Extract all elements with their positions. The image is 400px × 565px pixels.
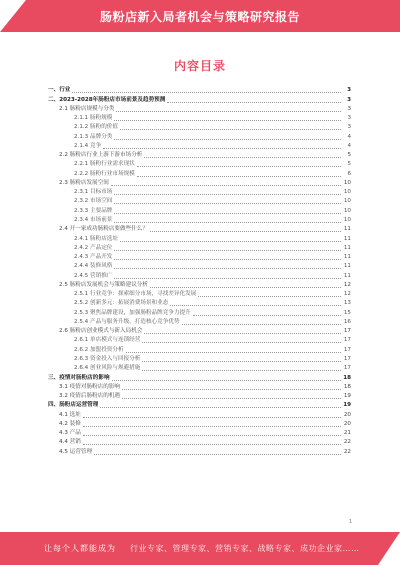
toc-entry[interactable] [48,132,351,141]
toc-entry-page: 11 [343,235,351,242]
toc-entry-title: 3.1 疫情对肠粉店的影响 [59,383,121,390]
toc-entry[interactable] [48,123,351,132]
toc-leader-dots [114,258,341,260]
toc-leader-dots [72,91,341,93]
toc-entry[interactable] [48,318,351,327]
toc-leader-dots [122,388,341,390]
toc-entry-title: 2.6.4 创业风险与规避措施 [74,365,141,372]
toc-entry[interactable] [48,336,351,345]
toc-entry-page: 21 [343,430,351,437]
toc-entry[interactable] [48,281,351,290]
toc-entry-page: 11 [343,244,351,251]
toc-entry[interactable] [48,438,351,447]
toc-entry-title: 2.1 肠粉店规模与分类 [59,105,115,112]
toc-entry[interactable] [48,253,351,262]
toc-heading: 内容目录 [173,59,226,73]
footer-bar [0,532,400,565]
toc-entry[interactable] [48,290,351,299]
toc-entry[interactable] [48,429,351,438]
toc-entry-page: 19 [343,393,351,400]
toc-leader-dots [142,341,341,343]
toc-leader-dots [114,277,341,279]
toc-entry-title: 2.5.1 行业竞争：探索细分市场，寻找差异化发展 [74,291,197,298]
toc-entry-page: 4 [347,142,351,149]
toc-entry-page: 17 [343,365,351,372]
toc-entry[interactable] [48,151,351,160]
toc-leader-dots [120,240,341,242]
toc-leader-dots [193,314,341,316]
toc-leader-dots [116,110,341,112]
toc-leader-dots [144,156,341,158]
toc-entry-page: 15 [343,309,351,316]
footer-slogan-left: 让每个人都能成为 [44,544,116,553]
toc-entry-page: 20 [343,420,351,427]
toc-entry-page: 6 [347,170,351,177]
toc-entry[interactable] [48,271,351,280]
toc-leader-dots [182,323,341,325]
toc-leader-dots [111,184,341,186]
toc-entry[interactable] [48,225,351,234]
toc-entry-title: 2.5 肠粉店发展机会与策略建议分析 [59,281,148,288]
report-title: 肠粉店新入局者机会与策略研究报告 [99,10,300,24]
toc-entry-page: 11 [343,254,351,261]
page-number: 1 [348,519,352,525]
toc-entry[interactable] [48,86,351,95]
toc-entry[interactable] [48,169,351,178]
toc-leader-dots [100,406,341,408]
toc-entry-title: 3.2 疫情后肠粉店的机遇 [59,393,121,400]
toc-entry-title: 三、疫情对肠粉店的影响 [48,374,110,381]
toc-entry-page: 4 [347,133,351,140]
toc-leader-dots [114,267,341,269]
toc-entry[interactable] [48,114,351,123]
toc-entry-page: 17 [343,328,351,335]
toc-entry-page: 10 [343,207,351,214]
toc-leader-dots [137,165,341,167]
toc-entry[interactable] [48,206,351,215]
toc-entry[interactable] [48,345,351,354]
toc-leader-dots [83,425,341,427]
toc-leader-dots [114,221,341,223]
toc-leader-dots [112,379,341,381]
toc-entry[interactable] [48,95,351,104]
toc-entry-page: 3 [347,87,351,94]
toc-entry-title: 2.6.2 加盟投资分析 [74,346,124,353]
toc-entry-page: 10 [343,216,351,223]
toc-entry-title: 2.5.3 聚焦品牌建设，加强肠粉品牌竞争力提升 [74,309,191,316]
toc-entry-title: 2.6.1 单店模式与连锁经营 [74,337,141,344]
toc-entry[interactable] [48,355,351,364]
toc-entry-page: 20 [343,411,351,418]
toc-entry-title: 2.4.4 装修风格 [74,263,113,270]
toc-leader-dots [122,397,341,399]
toc-entry[interactable] [48,216,351,225]
toc-leader-dots [170,304,341,306]
toc-entry-page: 10 [343,179,351,186]
toc-leader-dots [142,360,341,362]
toc-leader-dots [114,119,341,121]
toc-leader-dots [103,147,341,149]
toc-entry[interactable] [48,392,351,401]
toc-entry[interactable] [48,234,351,243]
toc-leader-dots [83,443,341,445]
toc-entry-title: 2.6 肠粉店创业模式与新入局机会 [59,328,143,335]
toc-entry-page: 10 [343,189,351,196]
toc-entry-page: 3 [347,115,351,122]
toc-leader-dots [114,249,341,251]
toc-entry-title: 4.5 运营管理 [59,448,93,455]
toc-entry-title: 2.2.2 肠粉行业市场规模 [74,170,135,177]
toc-entry-page: 11 [343,263,351,270]
toc-entry-title: 2.3.2 市场空间 [74,198,113,205]
toc-entry-title: 2.3.4 市场前景 [74,216,113,223]
toc-entry[interactable] [48,142,351,151]
toc-entry-title: 2.3.1 目标市场 [74,189,113,196]
toc-entry[interactable] [48,327,351,336]
toc-leader-dots [114,193,341,195]
toc-leader-dots [114,212,341,214]
toc-entry-page: 10 [343,198,351,205]
toc-entry-page: 11 [343,272,351,279]
toc-entry[interactable] [48,373,351,382]
toc-entry[interactable] [48,383,351,392]
header-bar [0,0,400,32]
toc-entry-page: 3 [347,105,351,112]
toc-entry-page: 17 [343,346,351,353]
toc-entry[interactable] [48,188,351,197]
toc-leader-dots [150,230,341,232]
toc-leader-dots [144,332,341,334]
toc-entry-title: 一、行业 [48,87,71,94]
toc-entry[interactable] [48,179,351,188]
toc-leader-dots [94,453,341,455]
toc-entry-title: 2.4.5 营销推广 [74,272,113,279]
toc-entry-title: 2.4.2 产品定位 [74,244,113,251]
toc-entry-title: 2.1.3 品牌分类 [74,133,113,140]
toc-leader-dots [198,295,341,297]
toc-entry-title: 4.3 产品 [59,430,81,437]
toc-entry-page: 13 [343,300,351,307]
toc-entry-page: 3 [347,96,351,103]
toc-entry-title: 2.5.4 产品与服务升级，打造核心竞争优势 [74,318,180,325]
toc-entry-page: 5 [347,161,351,168]
toc-entry-page: 11 [343,226,351,233]
table-of-contents [48,86,351,457]
toc-leader-dots [114,202,341,204]
toc-entry[interactable] [48,262,351,271]
toc-entry-page: 3 [347,124,351,131]
toc-entry-title: 2.1.1 肠粉规模 [74,115,113,122]
toc-entry-page: 17 [343,337,351,344]
toc-entry-page: 22 [343,439,351,446]
toc-entry-page: 19 [343,402,351,409]
toc-entry-title: 4.2 装修 [59,420,81,427]
toc-entry-page: 22 [343,448,351,455]
toc-leader-dots [126,351,341,353]
footer-slogan-right: 行业专家、管理专家、营销专家、战略专家、成功企业家…… [130,544,360,553]
toc-entry[interactable] [48,401,351,410]
toc-entry-page: 12 [343,281,351,288]
toc-entry-page: 16 [343,318,351,325]
toc-entry[interactable] [48,105,351,114]
toc-entry-title: 2.1.2 肠粉的价值 [74,124,118,131]
toc-entry-title: 4.4 营销 [59,439,81,446]
toc-entry-title: 2.6.3 资金投入与回报分析 [74,355,141,362]
toc-leader-dots [142,369,341,371]
toc-entry-page: 12 [343,291,351,298]
toc-entry-title: 2.4.3 产品开发 [74,254,113,261]
footer-corner-decoration [378,532,400,565]
toc-entry-title: 2.4.1 肠粉店选址 [74,235,118,242]
toc-entry-title: 二、2023-2028年肠粉店市场前景及趋势预测 [48,96,166,103]
toc-entry-title: 2.2.1 肠粉行业需求现状 [74,161,135,168]
toc-leader-dots [83,434,341,436]
toc-leader-dots [83,416,341,418]
toc-leader-dots [150,286,341,288]
toc-entry-title: 2.4 开一家成功肠粉店要做些什么？ [59,226,148,233]
toc-entry[interactable] [48,364,351,373]
toc-leader-dots [114,138,341,140]
toc-leader-dots [167,101,341,103]
toc-entry[interactable] [48,299,351,308]
toc-entry-title: 2.2 肠粉店行业上游下游市场分析 [59,152,143,159]
toc-leader-dots [120,128,341,130]
toc-entry-page: 17 [343,355,351,362]
toc-entry-page: 5 [347,152,351,159]
toc-entry-title: 2.1.4 竞争 [74,142,102,149]
toc-entry-page: 18 [343,374,351,381]
toc-entry-title: 四、肠粉店运营管理 [48,402,99,409]
toc-entry-title: 4.1 选址 [59,411,81,418]
toc-entry-page: 18 [343,383,351,390]
toc-leader-dots [137,175,341,177]
toc-entry[interactable] [48,447,351,456]
toc-entry[interactable] [48,160,351,169]
toc-entry[interactable] [48,244,351,253]
toc-entry[interactable] [48,308,351,317]
toc-entry[interactable] [48,420,351,429]
toc-entry-title: 2.5.2 创新多元：拓展消费场景和业态 [74,300,169,307]
toc-entry-title: 2.3 肠粉店发展空间 [59,179,109,186]
toc-entry[interactable] [48,197,351,206]
toc-entry[interactable] [48,410,351,419]
toc-entry-title: 2.3.3 主要品牌 [74,207,113,214]
